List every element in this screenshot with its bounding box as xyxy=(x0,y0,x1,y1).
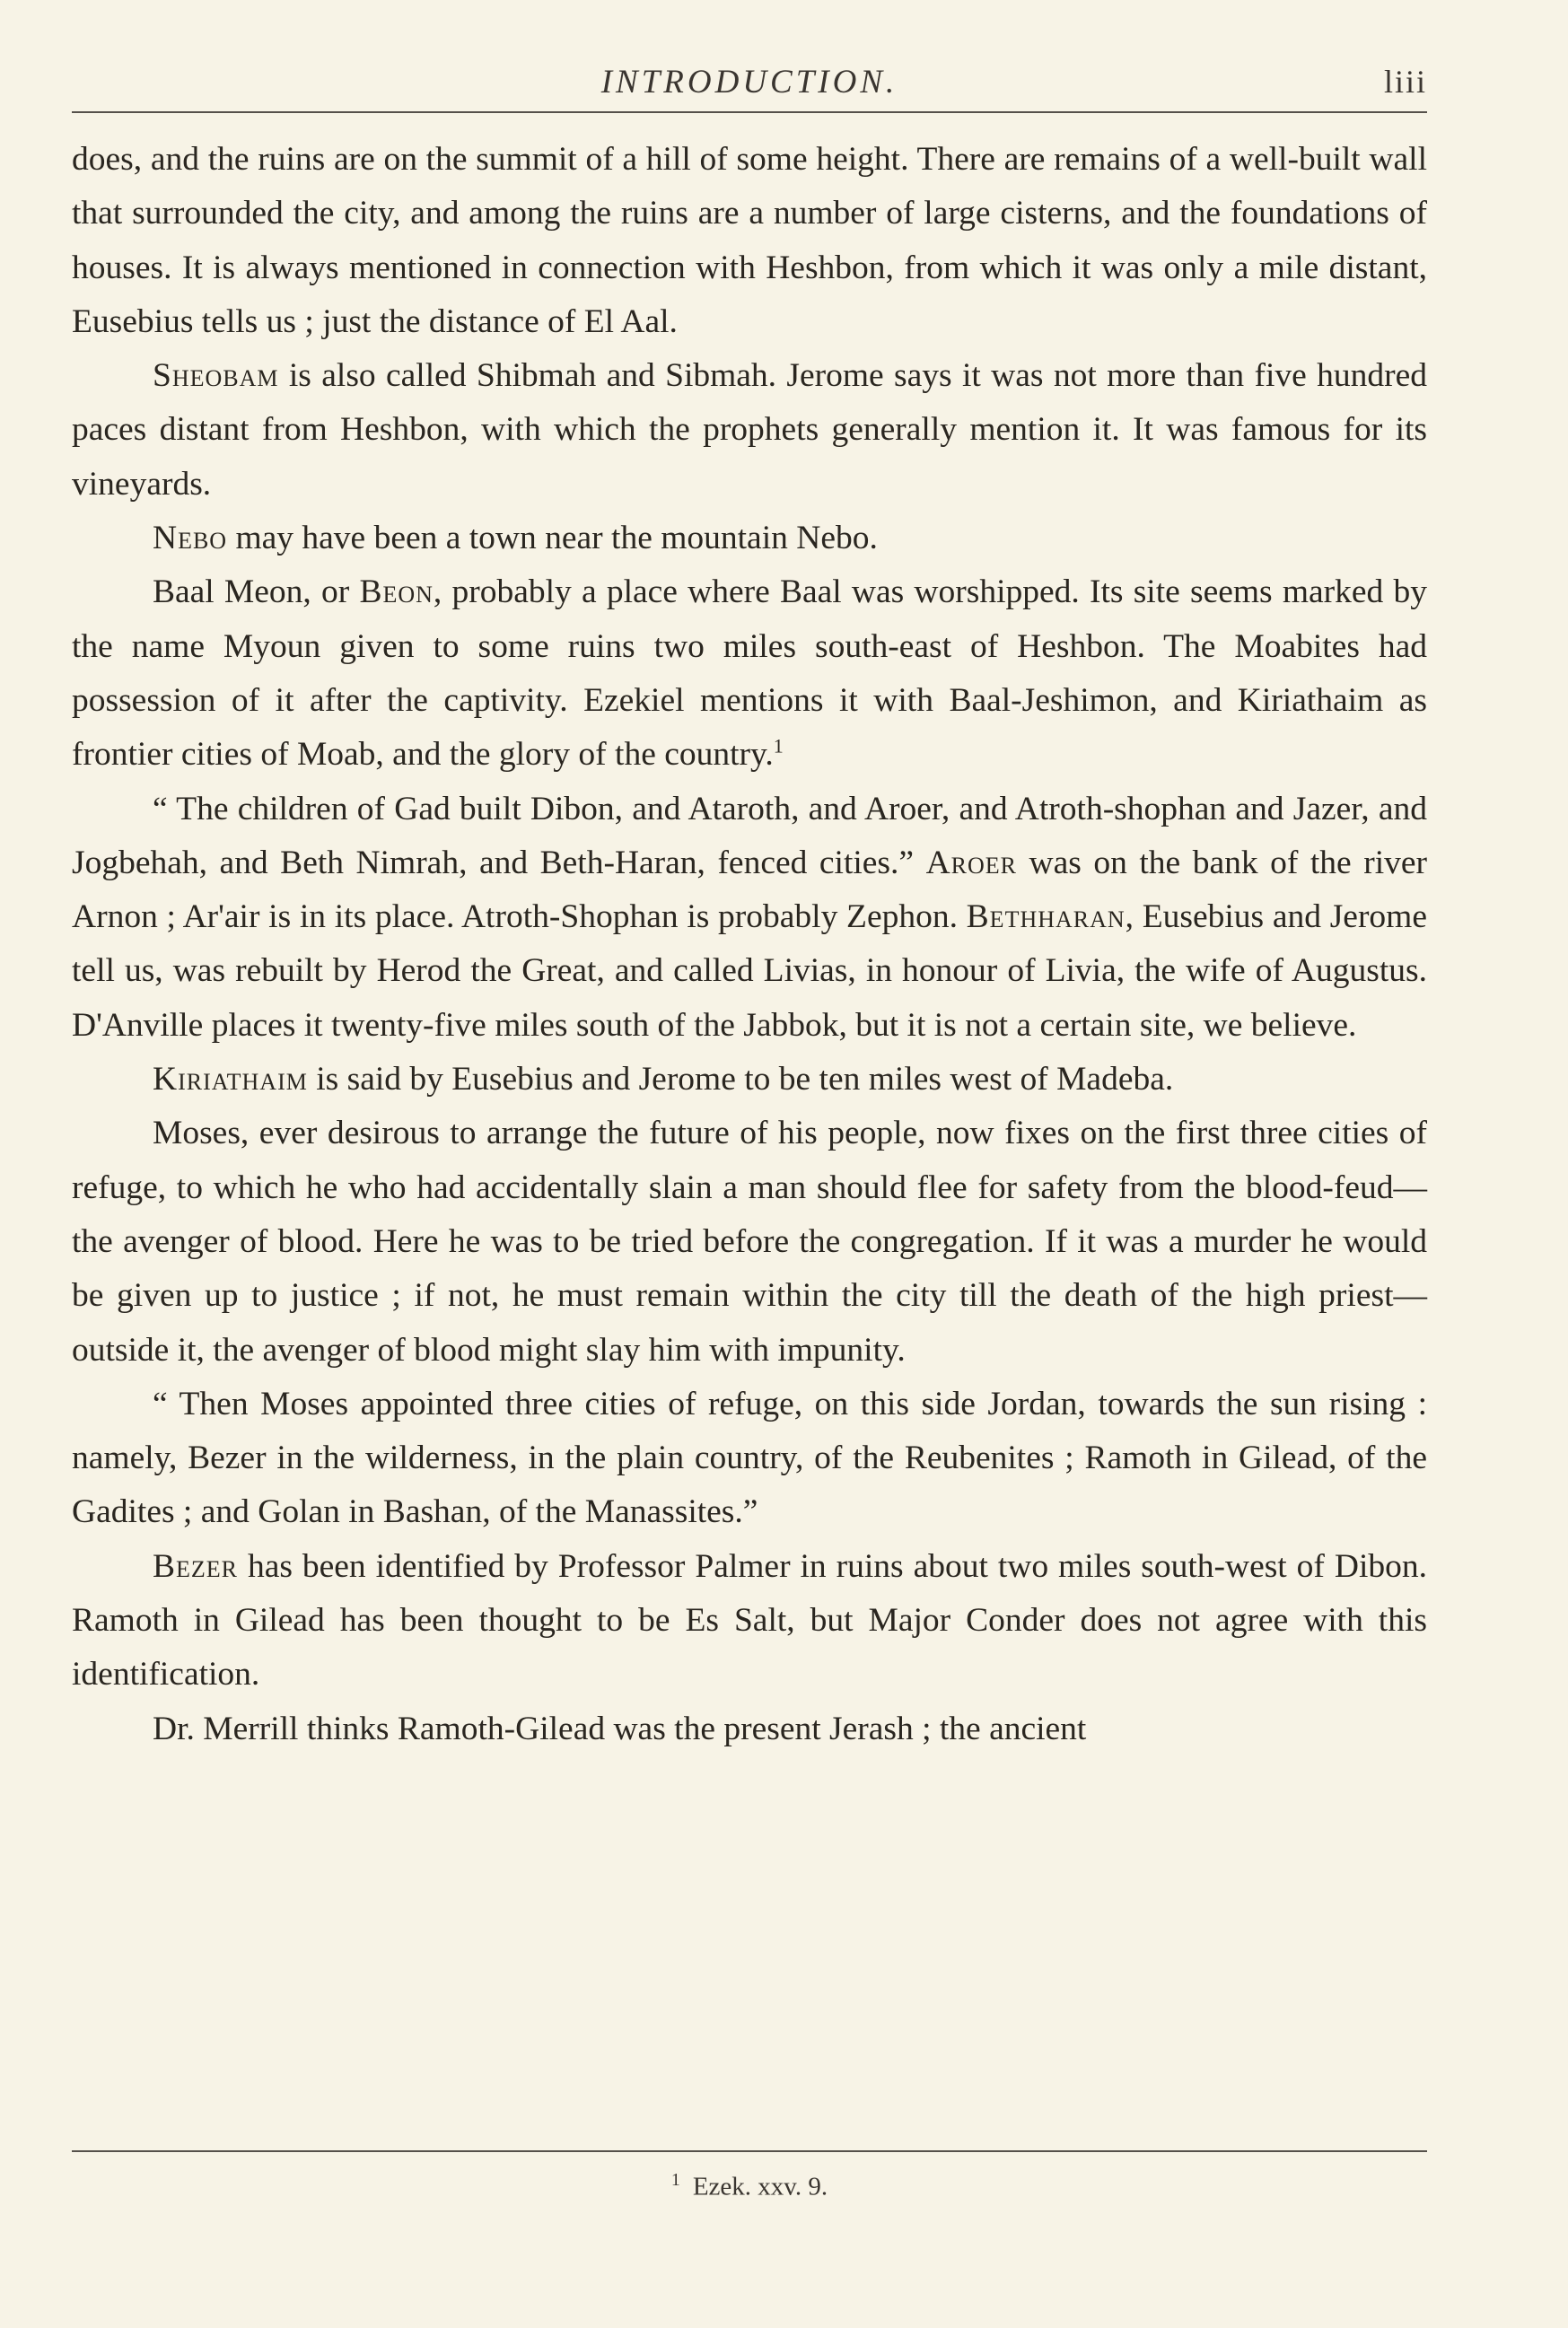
paragraph-text: , Eusebius and Jerome tell us, was rebuilt by Herod the Great, and called Livias, in honour of Livia, the wife of Augustus. D'Anville places it twenty-five miles south of the Jabbok, but it is not a certain site, we believe. xyxy=(72,898,1427,1044)
paragraph xyxy=(72,1540,1427,1702)
place-name: Nebo xyxy=(153,520,228,557)
paragraph xyxy=(72,1378,1427,1540)
paragraph xyxy=(72,1702,1427,1756)
place-name: Aroer xyxy=(925,844,1017,881)
page-header xyxy=(72,63,1427,108)
footnote-text: Ezek. xxv. 9. xyxy=(692,2172,828,2201)
place-name: Kiriathaim xyxy=(153,1061,308,1098)
page-number: liii xyxy=(1383,64,1427,100)
paragraph xyxy=(72,349,1427,512)
paragraph-text: Dr. Merrill thinks Ramoth-Gilead was the present Jerash ; the ancient xyxy=(153,1710,1087,1747)
paragraph xyxy=(72,1107,1427,1377)
paragraph-text: may have been a town near the mountain Nebo. xyxy=(227,520,878,557)
place-name: Sheobam xyxy=(153,357,279,395)
paragraph-text: is also called Shibmah and Sibmah. Jerome says it was not more than five hundred paces distant from Heshbon, with which the prophets generally mention it. It was famous for its vineyards. xyxy=(72,357,1427,503)
paragraph-text: Baal Meon, or xyxy=(153,573,360,611)
paragraph-text: was on the bank of the river Arnon ; Ar'air is in its place. Atroth-Shophan is probably Zephon. xyxy=(72,844,1427,936)
place-name: Beon xyxy=(359,573,434,611)
place-name: Bezer xyxy=(153,1547,238,1585)
header-rule xyxy=(72,111,1427,113)
footnote-reference: 1 xyxy=(773,734,784,757)
paragraph-text: “ Then Moses appointed three cities of refuge, on this side Jordan, towards the sun rising : namely, Bezer in the wilderness, in the plain country, of the Reubenites ; Ramoth in Gilead, of the Gadites ; and Golan in Bashan, of the Manassites.” xyxy=(72,1385,1427,1531)
footnote xyxy=(72,2170,1427,2202)
paragraph-text: has been identified by Professor Palmer in ruins about two miles south-west of Dibon. Ramoth in Gilead has been thought to be Es Salt, but Major Conder does not agree with this identification. xyxy=(72,1547,1427,1693)
paragraph-text: , probably a place where Baal was worshipped. Its site seems marked by the name Myoun given to some ruins two miles south-east of Heshbon. The Moabites had possession of it after the captivity. Ezekiel mentions it with Baal-Jeshimon, and Kiriathaim as frontier cities of Moab, and the glory of the country. xyxy=(72,573,1427,774)
running-title: INTRODUCTION. xyxy=(600,64,898,101)
paragraph-text: Moses, ever desirous to arrange the future of his people, now fixes on the first three cities of refuge, to which he who had accidentally slain a man should flee for safety from the blood-feud—the avenger of blood. Here he was to be tried before the congregation. If it was a murder he would be given up to justice ; if not, he must remain within the city till the death of the high priest—outside it, the avenger of blood might slay him with impunity. xyxy=(72,1115,1427,1369)
paragraph xyxy=(72,133,1427,349)
place-name: Bethharan xyxy=(966,898,1126,936)
paragraph-text: does, and the ruins are on the summit of a hill of some height. There are remains of a well-built wall that surrounded the city, and among the ruins are a number of large cisterns, and the foundations of houses. It is always mentioned in connection with Heshbon, from which it was only a mile distant, Eusebius tells us ; just the distance of El Aal. xyxy=(72,141,1427,340)
paragraph xyxy=(72,1053,1427,1107)
paragraph xyxy=(72,512,1427,565)
paragraph xyxy=(72,565,1427,782)
paragraph-text: is said by Eusebius and Jerome to be ten miles west of Madeba. xyxy=(307,1061,1174,1098)
footnote-mark: 1 xyxy=(670,2170,680,2190)
paragraph xyxy=(72,783,1427,1053)
paragraph-text: “ The children of Gad built Dibon, and Ataroth, and Aroer, and Atroth-shophan and Jazer, and Jogbehah, and Beth Nimrah, and Beth-Haran, fenced cities.” xyxy=(72,790,1427,881)
body-text xyxy=(72,133,1427,1756)
footnote-rule xyxy=(72,2150,1427,2152)
